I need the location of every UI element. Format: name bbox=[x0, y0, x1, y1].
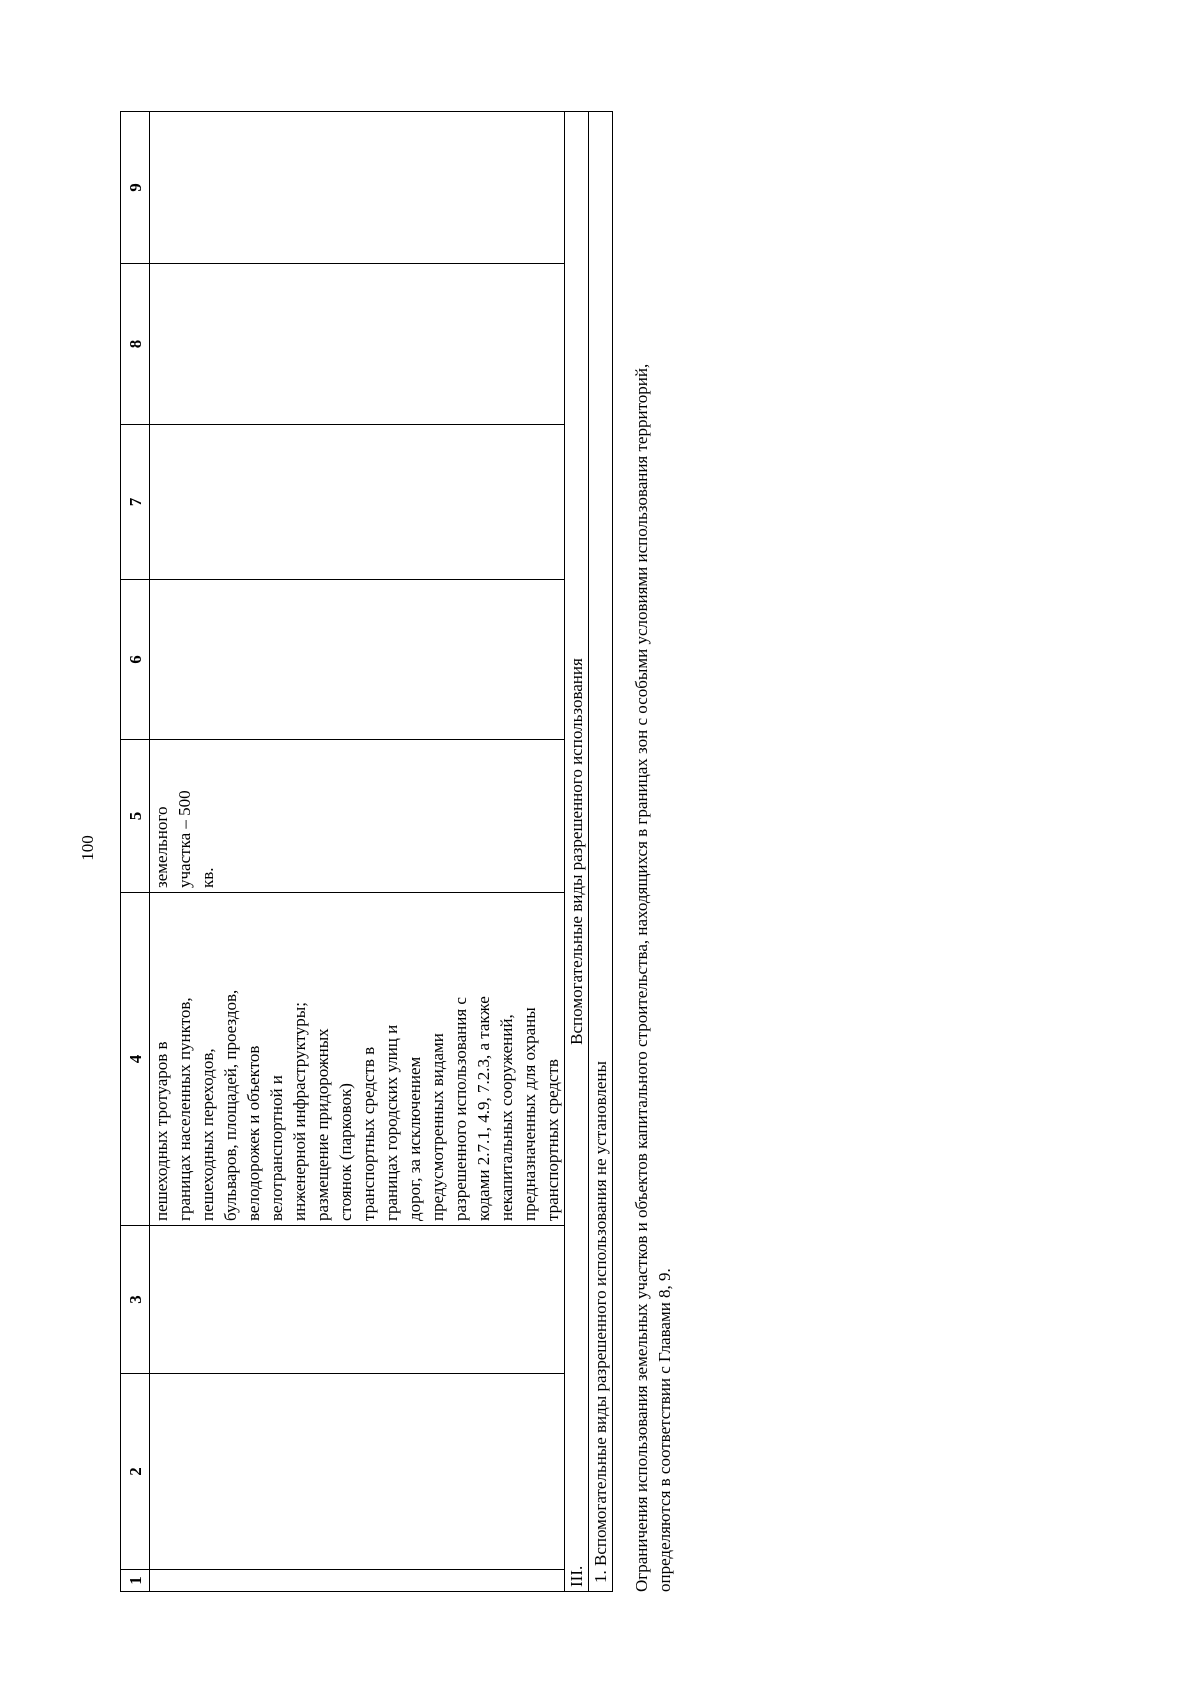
section-title: Вспомогательные виды разрешенного использования bbox=[567, 658, 586, 1045]
header-col-8: 8 bbox=[121, 264, 150, 425]
section-number: III. bbox=[567, 1565, 586, 1587]
cell-col-9 bbox=[150, 112, 565, 264]
note-line-1: Ограничения использования земельных участков и объектов капитального строительства, находящихся в границах зон с особыми условиями использования территорий, bbox=[632, 363, 651, 1592]
page-number: 100 bbox=[78, 835, 97, 861]
landscape-page bbox=[120, 112, 674, 1592]
header-col-7: 7 bbox=[121, 425, 150, 580]
header-col-3: 3 bbox=[121, 1226, 150, 1374]
note-line-2: определяются в соответствии с Главами 8, 9. bbox=[655, 1268, 674, 1592]
restrictions-note bbox=[630, 112, 676, 1592]
cell-col-4-description: пешеходных тротуаров в границах населенных пунктов, пешеходных переходов, бульваров, площадей, проездов, велодорожек и объектов велотранспортной и инженерной инфраструктуры; размещение придорожных стоянок (парковок) транспортных средств в границах городских улиц и дорог, за исключением предусмотренных видами разрешенного использования с кодами 2.7.1, 4.9, 7.2.3, а также некапитальных сооружений, предназначенных для охраны транспортных средств bbox=[150, 893, 565, 1226]
item-row bbox=[589, 112, 613, 1592]
cell-col-1 bbox=[150, 1570, 565, 1592]
cell-col-3 bbox=[150, 1226, 565, 1374]
header-col-9: 9 bbox=[121, 112, 150, 264]
section-cell bbox=[565, 112, 589, 1592]
header-col-2: 2 bbox=[121, 1374, 150, 1570]
header-col-4: 4 bbox=[121, 893, 150, 1226]
cell-col-8 bbox=[150, 264, 565, 425]
item-cell: 1. Вспомогательные виды разрешенного использования не установлены bbox=[589, 112, 613, 1592]
cell-col-2 bbox=[150, 1374, 565, 1570]
zoning-table bbox=[120, 112, 613, 1592]
header-col-5: 5 bbox=[121, 740, 150, 893]
header-col-6: 6 bbox=[121, 580, 150, 740]
table-header-row bbox=[121, 112, 150, 1592]
table-row bbox=[150, 112, 565, 1592]
cell-col-7 bbox=[150, 425, 565, 580]
cell-col-6 bbox=[150, 580, 565, 740]
section-row bbox=[565, 112, 589, 1592]
cell-col-5-parameters: земельного участка – 500 кв. bbox=[150, 740, 565, 893]
header-col-1: 1 bbox=[121, 1570, 150, 1592]
